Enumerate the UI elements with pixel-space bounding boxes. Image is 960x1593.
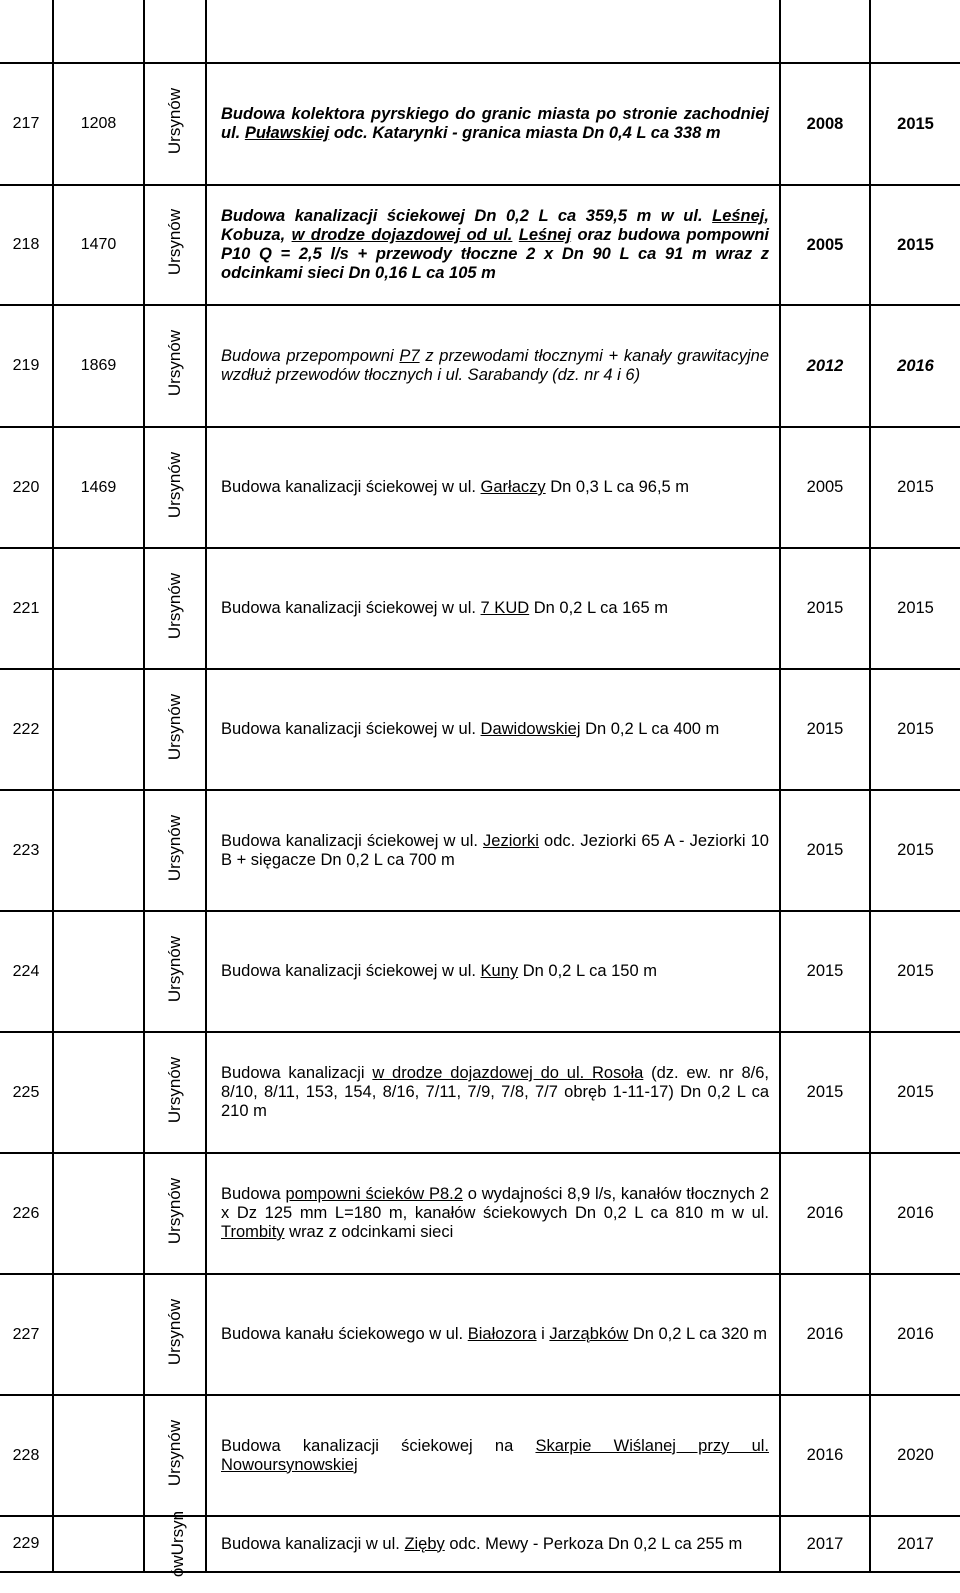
year-from: 2015 [780,548,870,669]
row-id [53,1153,144,1274]
year-from: 2015 [780,1032,870,1153]
district-cell [144,63,206,185]
cell-id [53,0,144,63]
district-label: Ursynów [165,451,184,519]
row-description [206,911,780,1032]
year-from: 2015 [780,669,870,790]
row-id [53,1395,144,1516]
description-text: odc. Jeziorki 65 A - Jeziorki 10 B + sięgacze Dn 0,2 L ca 700 m [221,831,769,869]
row-id: 1869 [53,305,144,427]
district-label: Ursynów [165,1298,184,1366]
row-description [206,1274,780,1395]
description-text: Budowa kanalizacji ściekowej w ul. [221,962,481,980]
table-row [0,63,960,185]
row-lp: 226 [0,1153,53,1274]
description-text: Budowa kanalizacji ściekowej w ul. [221,831,484,850]
description-text: Budowa przepompowni [221,347,400,365]
row-lp: 222 [0,669,53,790]
street-name: Jeziorki [483,831,539,850]
description-text: Budowa kanalizacji ściekowej Dn 0,2 L ca 359,5 m w ul. [221,207,713,225]
description-text: odc. Mewy - Perkoza Dn 0,2 L ca 255 m [444,1534,743,1553]
district-cell [144,427,206,548]
row-description [206,427,780,548]
description-text: i [536,1325,550,1343]
description-text: Dn 0,2 L ca 320 m [628,1325,768,1343]
row-lp: 217 [0,63,53,185]
cell-description [206,0,780,63]
district-cell [144,669,206,790]
district-label: Ursynów [165,330,184,397]
description-text: Budowa kanału ściekowego w ul. [221,1325,468,1343]
year-to: 2015 [870,790,960,911]
year-to: 2015 [870,548,960,669]
row-description [206,1153,780,1274]
year-to: 2016 [870,305,960,427]
row-lp: 224 [0,911,53,1032]
row-description [206,63,780,185]
row-description [206,1395,780,1516]
row-description [206,305,780,427]
district-cell [144,305,206,427]
street-name: Jarząbków [549,1325,629,1343]
year-to: 2015 [870,911,960,1032]
table-row [0,305,960,427]
district-label: Ursynów [165,209,184,276]
table-row [0,1395,960,1516]
year-to: 2015 [870,669,960,790]
row-description [206,548,780,669]
table-row [0,427,960,548]
description-text: Budowa kolektora pyrskiego do granic miasta po stronie zachodniej ul. [221,105,769,142]
street-name: pompowni ścieków P8.2 [285,1185,463,1203]
district-label: Ursynów [165,1419,184,1487]
row-lp: 227 [0,1274,53,1395]
description-text: Dn 0,2 L ca 400 m [580,720,720,738]
street-name: 7 KUD [480,599,530,617]
row-description [206,790,780,911]
year-to: 2016 [870,1153,960,1274]
cell-year-to [870,0,960,63]
row-id [53,1516,144,1572]
district-cell [144,790,206,911]
description-text: wraz z odcinkami sieci [284,1223,454,1241]
description-text: o wydajności 8,9 l/s, kanałów tłocznych 2 x Dz 125 mm L=180 m, kanałów ściekowych Dn 0,2 L ca 810 m w ul. [221,1185,769,1222]
row-id [53,1032,144,1153]
district-label: Ursynów [165,1177,184,1245]
table-row [0,1274,960,1395]
table-row [0,1032,960,1153]
cell-year-from [780,0,870,63]
district-label: Ursynów [165,572,184,640]
year-to: 2015 [870,63,960,185]
table-row [0,911,960,1032]
table-row [0,1153,960,1274]
street-name: Kuny [480,962,519,980]
street-name: Dawidowskiej [480,720,581,738]
description-text: Dn 0,2 L ca 165 m [529,599,668,617]
year-from: 2005 [780,427,870,548]
street-name: Puławskiej [244,124,330,142]
district-cell [144,1510,206,1577]
cell-district [144,0,206,63]
description-text: Budowa kanalizacji w ul. [221,1534,405,1553]
district-label-line: ów [168,1554,188,1577]
description-text: Budowa kanalizacji ściekowej w ul. [221,478,481,496]
row-id: 1208 [53,63,144,185]
row-description [206,1516,780,1572]
street-name: w drodze dojazdowej od ul. [291,226,513,244]
year-from: 2016 [780,1153,870,1274]
year-to: 2015 [870,185,960,305]
description-text: Budowa kanalizacji [221,1064,373,1082]
street-name: Zięby [404,1534,445,1553]
description-text: Budowa [221,1185,286,1203]
description-text: Budowa kanalizacji ściekowej w ul. [221,720,481,738]
table-row [0,0,960,63]
row-description [206,185,780,305]
district-label-line: Ursyn [168,1510,188,1555]
district-cell [144,185,206,305]
description-text: Budowa kanalizacji ściekowej na [221,1436,536,1455]
year-to: 2020 [870,1395,960,1516]
description-text: odc. Katarynki - granica miasta Dn 0,4 L ca 338 m [329,124,721,142]
table-row [0,669,960,790]
table-row [0,1516,960,1572]
cell-lp [0,0,53,63]
year-from: 2015 [780,911,870,1032]
table-row [0,185,960,305]
year-from: 2016 [780,1395,870,1516]
year-to: 2015 [870,1032,960,1153]
row-id [53,548,144,669]
description-text: Dn 0,3 L ca 96,5 m [545,478,690,496]
year-from: 2015 [780,790,870,911]
district-cell [144,1274,206,1395]
year-to: 2017 [870,1516,960,1572]
row-id: 1469 [53,427,144,548]
row-lp: 218 [0,185,53,305]
row-lp: 228 [0,1395,53,1516]
year-from: 2012 [780,305,870,427]
description-text: z przewodami tłocznymi + kanały grawitacyjne wzdłuż przewodów tłocznych i ul. Sarabandy (dz. nr 4 i 6) [221,347,769,384]
year-from: 2008 [780,63,870,185]
description-text: (dz. ew. nr 8/6, 8/10, 8/11, 153, 154, 8/16, 7/11, 7/9, 7/8, 7/7 obręb 1-11-17) Dn 0,2 L ca 210 m [221,1064,769,1120]
description-text: oraz budowa pompowni P10 Q = 2,5 l/s + przewody tłoczne 2 x Dn 90 L ca 91 m wraz z odcinkami sieci Dn 0,16 L ca 105 m [221,226,769,282]
row-lp: 223 [0,790,53,911]
row-lp: 225 [0,1032,53,1153]
district-cell [144,1153,206,1274]
street-name: w drodze dojazdowej do ul. Rosoła [372,1064,644,1082]
row-id [53,1274,144,1395]
street-name: Garłaczy [480,478,546,496]
district-label: Ursynów [165,88,184,155]
street-name: Trombity [221,1223,285,1241]
row-lp: 229 [0,1516,53,1572]
row-id: 1470 [53,185,144,305]
district-label: Ursynów [165,693,184,761]
district-cell [144,1395,206,1516]
row-description [206,1032,780,1153]
description-text: Budowa kanalizacji ściekowej w ul. [221,599,481,617]
row-description [206,669,780,790]
street-name: Skarpie Wiślanej przy ul. Nowoursynowskiej [221,1436,769,1474]
street-name: P7 [399,347,420,365]
district-cell [144,1032,206,1153]
row-lp: 219 [0,305,53,427]
row-id [53,911,144,1032]
district-label: Ursynów [165,1056,184,1124]
year-from: 2005 [780,185,870,305]
district-label [169,1510,187,1576]
district-label: Ursynów [165,935,184,1003]
year-to: 2016 [870,1274,960,1395]
row-lp: 220 [0,427,53,548]
row-id [53,790,144,911]
year-from: 2016 [780,1274,870,1395]
description-text: Dn 0,2 L ca 150 m [518,962,657,980]
table-row [0,548,960,669]
district-label: Ursynów [165,814,184,882]
year-to: 2015 [870,427,960,548]
street-name: Białozora [467,1325,537,1343]
description-text: , Kobuza, [221,207,769,244]
district-cell [144,911,206,1032]
table-row [0,790,960,911]
street-name: Leśnej [712,207,765,225]
row-id [53,669,144,790]
year-from: 2017 [780,1516,870,1572]
street-name: Leśnej [518,226,572,244]
row-lp: 221 [0,548,53,669]
district-cell [144,548,206,669]
